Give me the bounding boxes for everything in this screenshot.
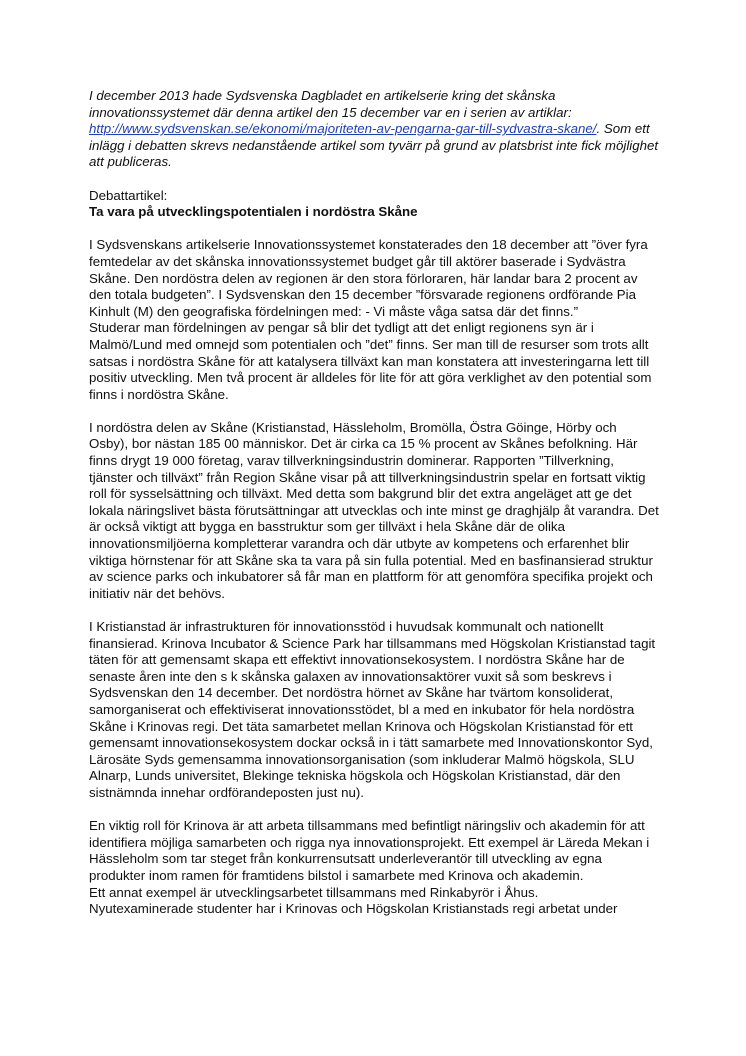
article-paragraph-6: Ett annat exempel är utvecklingsarbetet tillsammans med Rinkabyrör i Åhus.: [89, 884, 539, 900]
intro-text-end: . Som ett inlägg i debatten skrevs nedanstående artikel som tyvärr på grund av platsbrist inte fick möjlighet att publiceras.: [89, 121, 659, 170]
intro-text-start: I december 2013 hade Sydsvenska Dagbladet en artikelserie kring det skånska innovationssystemet där denna artikel den 15 december var en i serien av artiklar:: [89, 88, 572, 120]
intro-note: [89, 88, 659, 171]
article-link[interactable]: http://www.sydsvenskan.se/ekonomi/majoriteten-av-pengarna-gar-till-sydvastra-skane/: [89, 121, 597, 137]
article-paragraph-7: Nyutexaminerade studenter har i Krinovas och Högskolan Kristianstads regi arbetat under: [89, 901, 618, 917]
article-paragraph-3: I nordöstra delen av Skåne (Kristianstad, Hässleholm, Bromölla, Östra Göinge, Hörby och Osby), bor nästan 185 00 människor. Det är cirka ca 15 % procent av Skånes befolkning. Här finns drygt 19 000 företag, varav tillverkningsindustrin dominerar. Rapporten ”Tillverkning, tjänster och tillväxt” från Region Skåne visar på att tillverkningsindustrin spelar en fortsatt viktig roll för sysselsättning och tillväxt. Med detta som bakgrund blir det extra angeläget att ge det lokala näringslivet bästa förutsättningar att utvecklas och inte minst ge draghjälp åt varandra. Det är också viktigt att bygga en basstruktur som ger tillväxt i hela Skåne där de olika innovationsmiljöerna kompletterar varandra och där utbyte av kompetens och erfarenhet blir viktiga hörnstenar för att Skåne ska ta vara på sin fulla potential. Med en basfinansierad struktur av science parks och inkubatorer så får man en plattform för att genomföra specifika projekt och initiativ när det behövs.: [89, 419, 659, 601]
article-paragraph-1: I Sydsvenskans artikelserie Innovationssystemet konstaterades den 18 december att ”över fyra femtedelar av det skånska innovationssystemet budget går till aktörer baserade i Sydvästra Skåne. Den nordöstra delen av regionen är den stora förloraren, här landar bara 2 procent av den totala budgeten”. I Sydsvenskan den 15 december ”försvarade regionens ordförande Pia Kinhult (M) den geografiska fördelningen med: - Vi måste våga satsa där det finns.”: [89, 237, 648, 319]
article-paragraph-4: I Kristianstad är infrastrukturen för innovationsstöd i huvudsak kommunalt och nationellt finansierad. Krinova Incubator & Science Park har tillsammans med Högskolan Kristianstad tagit täten för att gemensamt skapa ett effektivt innovationsekosystem. I nordöstra Skåne har de senaste åren inte den s k skånska galaxen av innovationsaktörer vuxit så som beskrevs i Sydsvenskan den 14 december. Det nordöstra hörnet av Skåne har tvärtom konsoliderat, samorganiserat och effektiviserat innovationsstödet, bl a med en inkubator för hela nordöstra Skåne i Krinovas regi. Det täta samarbetet mellan Krinova och Högskolan Kristianstad för ett gemensamt innovationsekosystem dockar också in i tätt samarbete med Innovationskontor Syd, Lärosäte Syds gemensamma innovationsorganisation (som inkluderar Malmö högskola, SLU Alnarp, Lunds universitet, Blekinge tekniska högskola och Högskolan Kristianstad, där den sistnämnda innehar ordförandeposten just nu).: [89, 619, 656, 800]
article-paragraph-5: En viktig roll för Krinova är att arbeta tillsammans med befintligt näringsliv och akademin för att identifiera möjliga samarbeten och rigga nya innovationsprojekt. Ett exempel är Läreda Mekan i Hässleholm som tar steget från konkurrensutsatt underleverantör till utveckling av egna produkter inom ramen för framtidens bilstol i samarbete med Krinova och akademin.: [89, 818, 650, 883]
article-label: Debattartikel:: [89, 187, 168, 203]
article-paragraph-2: Studerar man fördelningen av pengar så blir det tydligt att det enligt regionens syn är i Malmö/Lund med omnejd som potentialen och ”det” finns. Ser man till de resurser som trots allt satsas i nordöstra Skåne för att katalysera tillväxt kan man konstatera att investeringarna lett till positiv utveckling. Men två procent är alldeles för lite för att göra verklighet av den potential som finns i nordöstra Skåne.: [89, 320, 652, 402]
article-title: Ta vara på utvecklingspotentialen i nordöstra Skåne: [89, 204, 418, 220]
document-page: [89, 88, 659, 918]
